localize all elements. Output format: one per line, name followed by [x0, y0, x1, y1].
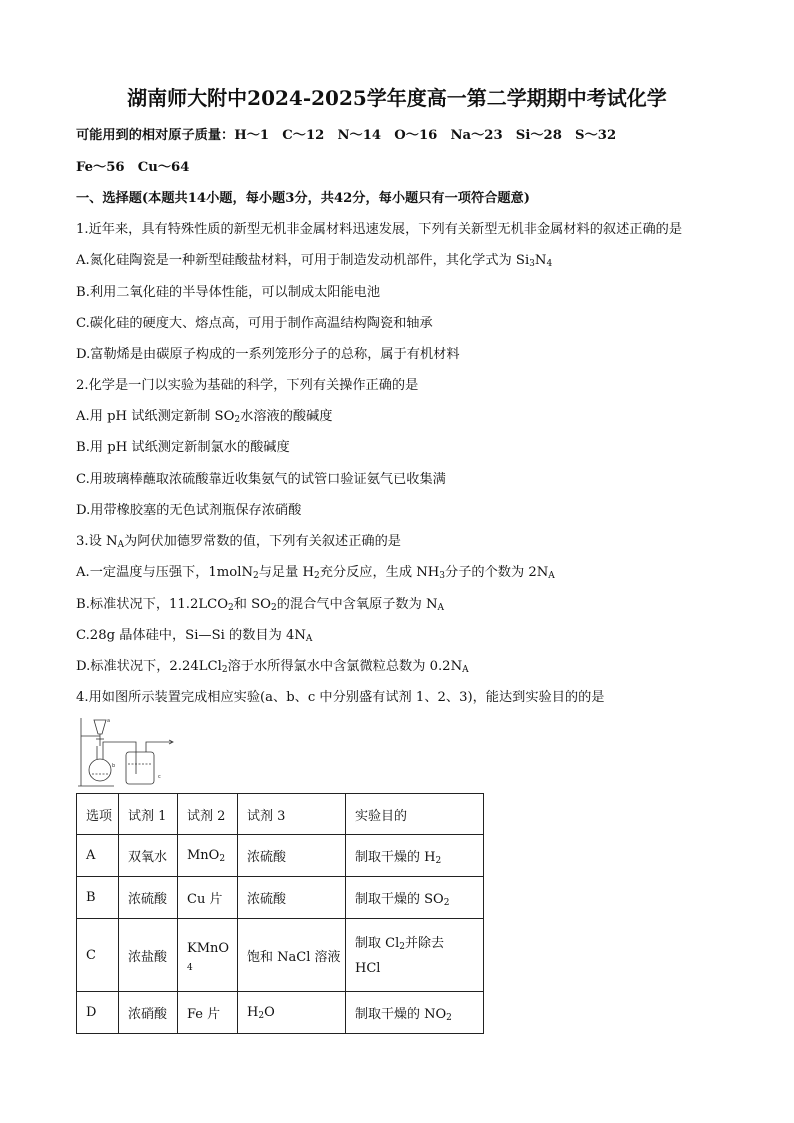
q3-option-b: [76, 593, 444, 612]
q2-option-b: B.用 pH 试纸测定新制氯水的酸碱度: [76, 440, 290, 455]
cell-reagent2: Fe 片: [178, 992, 238, 1034]
q3-a-4: 分子的个数为 2N: [445, 565, 549, 580]
q3-stem: [76, 530, 401, 549]
q3-stem-pre: 3.设 N: [76, 534, 118, 549]
q3-d-s1: 2: [221, 665, 228, 675]
q3-c-s1: A: [305, 634, 313, 644]
table-header-row: [77, 794, 484, 835]
cell-option: A: [77, 835, 119, 877]
figure-label-a: a: [107, 718, 111, 724]
q1-a-sub1: 3: [529, 259, 535, 269]
table-row: [77, 877, 484, 919]
q3-stem-post: 为阿伏加德罗常数的值，下列有关叙述正确的是: [124, 534, 401, 549]
q3-a-1: A.一定温度与压强下，1molN: [76, 565, 253, 580]
q3-b-3: 的混合气中含氧原子数为 N: [276, 597, 438, 612]
funnel-a: [94, 720, 106, 734]
cell-option: C: [77, 919, 119, 992]
q3-c-1: C.28g 晶体硅中，Si—Si 的数目为 4N: [76, 628, 306, 643]
cell-reagent1: 浓硝酸: [119, 992, 178, 1034]
exam-title: 湖南师大附中2024-2025学年度高一第二学期期中考试化学: [127, 86, 667, 110]
q1-option-a: [76, 249, 552, 268]
cell-reagent3: 饱和 NaCl 溶液: [238, 919, 346, 992]
q4-stem: 4.用如图所示装置完成相应实验(a、b、c 中分别盛有试剂 1、2、3)，能达到实验目的的是: [76, 690, 605, 705]
q1-stem: 1.近年来，具有特殊性质的新型无机非金属材料迅速发展，下列有关新型无机非金属材料的叙述正确的是: [76, 222, 683, 237]
cell-reagent3: 浓硫酸: [238, 877, 346, 919]
q3-a-s4: A: [548, 571, 555, 581]
cell-reagent1: 双氧水: [119, 835, 178, 877]
q3-b-s3: A: [437, 603, 445, 613]
header-cell: 选项: [77, 794, 119, 835]
q1-option-c: C.碳化硅的硬度大、熔点高，可用于制作高温结构陶瓷和轴承: [76, 316, 433, 331]
cell-goal: 制取干燥的 $SO_2$: [346, 877, 484, 919]
cell-reagent2: KMnO 4: [178, 919, 238, 992]
figure-label-c: c: [158, 774, 161, 780]
header-cell: 试剂 2: [178, 794, 238, 835]
apparatus-figure: [76, 712, 176, 790]
cell-reagent3: 浓硫酸: [238, 835, 346, 877]
cell-option: B: [77, 877, 119, 919]
cell-goal: 制取干燥的 $H_2$: [346, 835, 484, 877]
cell-option: D: [77, 992, 119, 1034]
cell-reagent2: MnO$_2$: [178, 835, 238, 877]
q3-b-s2: 2: [271, 603, 277, 613]
atomic-masses-line-1: 可能用到的相对原子质量：H～1 C～12 N～14 O～16 Na～23 Si～28 S～32: [76, 128, 617, 143]
q1-option-d: D.富勒烯是由碳原子构成的一系列笼形分子的总称，属于有机材料: [76, 347, 460, 362]
cell-reagent1: 浓盐酸: [119, 919, 178, 992]
q3-a-s3: 3: [439, 571, 446, 581]
q1-option-b: B.利用二氧化硅的半导体性能，可以制成太阳能电池: [76, 285, 381, 300]
q1-a-text: A.氮化硅陶瓷是一种新型硅酸盐材料，可用于制造发动机部件，其化学式为 Si: [76, 253, 530, 268]
q3-a-2: 与足量 H: [258, 565, 314, 580]
q2-option-d: D.用带橡胶塞的无色试剂瓶保存浓硝酸: [76, 503, 302, 518]
q3-b-1: B.标准状况下，11.2LCO: [76, 597, 229, 612]
q3-b-2: 和 SO: [233, 597, 271, 612]
q3-option-a: [76, 561, 555, 580]
delivery-tube: [103, 742, 136, 774]
cell-reagent1: 浓硫酸: [119, 877, 178, 919]
cell-goal: 制取 $Cl_2$并除去 HCl: [346, 919, 484, 992]
table-row: [77, 835, 484, 877]
header-cell: 试剂 3: [238, 794, 346, 835]
header-cell: 实验目的: [346, 794, 484, 835]
bottle-c: [126, 752, 154, 784]
q3-a-3: 充分反应，生成 NH: [319, 565, 440, 580]
q3-b-s1: 2: [228, 603, 234, 613]
q3-option-d: [76, 655, 469, 674]
q3-a-s1: 2: [253, 571, 259, 581]
q3-a-s2: 2: [314, 571, 320, 581]
table-row: [77, 919, 484, 992]
options-table: [76, 793, 484, 1034]
header-cell: 试剂 1: [119, 794, 178, 835]
q1-a-mid: N: [534, 253, 547, 268]
q2-option-c: C.用玻璃棒蘸取浓硫酸靠近收集氨气的试管口验证氨气已收集满: [76, 472, 446, 487]
section-heading: 一、选择题(本题共14小题，每小题3分，共42分，每小题只有一项符合题意): [76, 191, 530, 206]
q3-d-1: D.标准状况下，2.24LCl: [76, 659, 222, 674]
figure-label-b: b: [112, 763, 116, 769]
table-row: [77, 992, 484, 1034]
q3-stem-sub: A: [117, 540, 125, 550]
q2-option-a: [76, 405, 332, 424]
q3-option-c: [76, 624, 312, 643]
atomic-masses-line-2: Fe～56 Cu～64: [76, 160, 190, 175]
q1-a-sub2: 4: [546, 259, 553, 269]
q2-a-post: 水溶液的酸碱度: [240, 409, 333, 424]
q3-d-2: 溶于水所得氯水中含氯微粒总数为 0.2N: [227, 659, 463, 674]
cell-goal: 制取干燥的 $NO_2$: [346, 992, 484, 1034]
q3-d-s2: A: [462, 665, 469, 675]
q2-a-pre: A.用 pH 试纸测定新制 SO: [76, 409, 235, 424]
flask-b: [89, 759, 111, 781]
cell-reagent3: $H_2O$: [238, 992, 346, 1034]
q2-a-sub: 2: [234, 415, 241, 425]
q2-stem: 2.化学是一门以实验为基础的科学，下列有关操作正确的是: [76, 378, 419, 393]
cell-reagent2: Cu 片: [178, 877, 238, 919]
